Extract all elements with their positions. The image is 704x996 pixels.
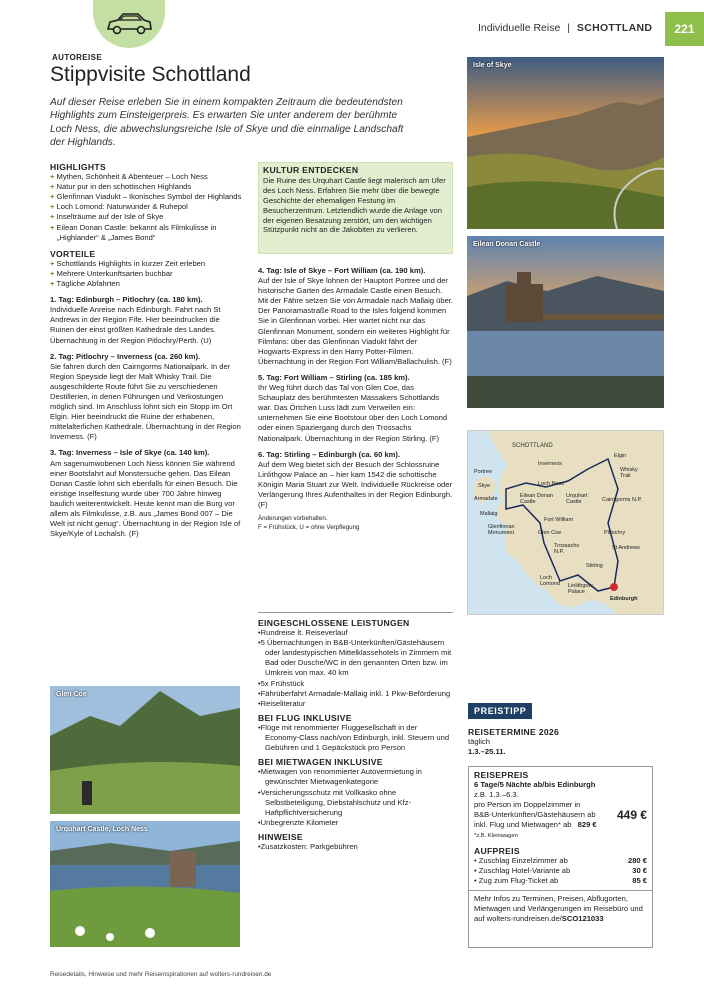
list-item: + Eilean Donan Castle: bekannt als Filmkulisse in „Highlander“ & „James Bond“ bbox=[50, 223, 245, 243]
vorteile-heading: VORTEILE bbox=[50, 248, 96, 259]
castle-image bbox=[467, 236, 664, 408]
day-text: Am sagenumwobenen Loch Ness können Sie während einer Bootsfahrt auf Monstersuche gehen. Das Eilean Donan Castle lohnt sich ebenfalls für einen Besuch. Die einstige Inselfestung wurde über 700 Jahre hinweg baulich weiterentwickelt. Heute kennt man die Burg vor allem als Filmkulisse, z.B. aus „James Bond 007 – Die Welt ist nicht genug“. Übernachtung in der Region Isle of Skye/Kyle of Lochalsh. (F) bbox=[50, 458, 241, 539]
day-5 bbox=[258, 373, 453, 444]
list-item: • Versicherungsschutz mit Vollkasko ohne Selbstbeteiligung, Diebstahlschutz und Kfz-Haftpflichtversicherung bbox=[258, 788, 453, 818]
price-heading: REISEPREIS bbox=[474, 770, 529, 780]
surcharge-label-text: Zuschlag Hotel-Variante ab bbox=[478, 865, 571, 875]
map-place: Cairngorms N.P. bbox=[602, 497, 642, 503]
day-heading: 5. Tag: Fort William – Stirling (ca. 185 km). bbox=[258, 372, 410, 382]
notes-heading: HINWEISE bbox=[258, 831, 303, 842]
list-item: • 5x Frühstück bbox=[258, 679, 453, 689]
photo-caption: Isle of Skye bbox=[473, 62, 512, 69]
map-place: Loch Lomond bbox=[540, 575, 560, 587]
changes-note: Änderungen vorbehalten. bbox=[258, 515, 328, 523]
day-text: Auf der Isle of Skye lohnen der Hauptort Portree und der historische Garten des Armadale Castle einen Besuch. Mit der Fähre setzen Sie von Armadale nach Mallaig über. Der Panoramastraße Road to the Isles folgend kommen Sie in Glenfinnan vorbei. Hier wartet nicht nur das Glenfinnan Monument, sondern ein weiteres Highlight für Filmfans: über das Glenfinnan Viadukt fährt der Hogwarts-Express in den Harry Potter-Filmen. Übernachtung in der Region Fort William/Ballachulish. (F) bbox=[258, 276, 454, 366]
divider bbox=[258, 612, 453, 613]
day-heading: 3. Tag: Inverness – Isle of Skye (ca. 140 km). bbox=[50, 448, 210, 458]
surcharge-price: 30 € bbox=[632, 865, 647, 875]
map-place: Linlithgow Palace bbox=[568, 583, 593, 595]
surcharge-row bbox=[474, 876, 647, 886]
map-place: Trossachs N.P. bbox=[554, 543, 580, 555]
urquhart-image bbox=[50, 821, 240, 947]
car-icon bbox=[104, 11, 154, 37]
photo-eilean-donan bbox=[467, 236, 664, 408]
dates-range: 1.3.–25.11. bbox=[468, 747, 506, 757]
list-item: • 5 Übernachtungen in B&B-Unterkünften/Gästehäusern oder landestypischen Mittelklassehotels in Zimmern mit Bad oder Dusche/WC in den genannten Orten bzw. im Umkreis von max. 40 km bbox=[258, 638, 453, 678]
page-title: Stippvisite Schottland bbox=[50, 63, 251, 86]
day-heading: 6. Tag: Stirling – Edinburgh (ca. 60 km). bbox=[258, 449, 401, 459]
map-place: Loch Ness bbox=[538, 481, 564, 487]
day-6 bbox=[258, 450, 453, 511]
kultur-heading: KULTUR ENTDECKEN bbox=[263, 165, 359, 175]
glencoe-image bbox=[50, 686, 240, 814]
price-label: B&B-Unterkünften/Gästehäusern ab bbox=[474, 810, 596, 820]
car-heading: BEI MIETWAGEN INKLUSIVE bbox=[258, 757, 383, 768]
trip-code: SCO121033 bbox=[561, 914, 604, 924]
photo-caption: Eilean Donan Castle bbox=[473, 241, 541, 248]
preistipp-badge: PREISTIPP bbox=[468, 703, 532, 719]
car-list bbox=[258, 767, 453, 828]
page-number: 221 bbox=[665, 12, 704, 46]
surcharge-label: • Zuschlag Einzelzimmer ab bbox=[474, 855, 568, 865]
map-title: SCHOTTLAND bbox=[512, 443, 553, 449]
route-map bbox=[467, 430, 664, 615]
photo-isle-of-skye bbox=[467, 57, 664, 229]
list-item: + Loch Lomond: Naturwunder & Ruhepol bbox=[50, 202, 245, 212]
list-item: + Inselträume auf der Isle of Skye bbox=[50, 212, 245, 222]
list-item: • Rundreise lt. Reiseverlauf bbox=[258, 628, 453, 638]
kicker: AUTOREISE bbox=[52, 53, 103, 62]
list-item: + Mehrere Unterkunftsarten buchbar bbox=[50, 269, 245, 279]
list-item: + Natur pur in den schottischen Highlands bbox=[50, 182, 245, 192]
highlights-heading: HIGHLIGHTS bbox=[50, 162, 106, 172]
map-place: Pitlochry bbox=[604, 530, 626, 536]
map-place: Whisky Trail bbox=[620, 467, 638, 479]
car-badge bbox=[93, 0, 165, 48]
map-place: Portree bbox=[474, 469, 493, 475]
more-info-text: Mehr Infos zu Terminen, Preisen, Abflugorten, Mietwagen und Verlängerungen im Reisebüro und auf wolters-rundreisen.de/ bbox=[474, 894, 643, 924]
surcharge-heading: AUFPREIS bbox=[474, 845, 520, 856]
day-4 bbox=[258, 266, 453, 367]
photo-glen-coe bbox=[50, 686, 240, 814]
photo-urquhart bbox=[50, 821, 240, 947]
day-text: Auf dem Weg bietet sich der Besuch der Schlossruine Linlithgow Palace an – hier kam 1542 die schottische Königin Maria Stuart zur Welt. Individuelle Rückreise oder Verlängerung Ihres Aufenthaltes in der Region Edinburgh. (F) bbox=[258, 459, 453, 510]
map-place: Glen Coe bbox=[538, 530, 562, 536]
footer-text: Reisedetails, Hinweise und mehr Reiseinspirationen auf wolters-rundreisen.de bbox=[50, 971, 272, 978]
price-flight-label: inkl. Flug und Mietwagen* ab bbox=[474, 820, 572, 830]
list-item: + Mythen, Schönheit & Abenteuer – Loch Ness bbox=[50, 172, 245, 182]
notes bbox=[258, 515, 453, 532]
price-line: pro Person im Doppelzimmer in bbox=[474, 800, 581, 810]
day-heading: 2. Tag: Pitlochry – Inverness (ca. 260 km). bbox=[50, 351, 201, 361]
more-info bbox=[474, 894, 647, 924]
map-place: Fort William bbox=[544, 517, 574, 523]
left-column bbox=[50, 162, 245, 545]
map-place: Mallaig bbox=[480, 511, 498, 517]
flight-heading: BEI FLUG INKLUSIVE bbox=[258, 712, 352, 723]
day-1 bbox=[50, 295, 245, 345]
inclusive-heading: EINGESCHLOSSENE LEISTUNGEN bbox=[258, 618, 410, 628]
price-main: 449 € bbox=[616, 808, 647, 823]
list-item: • Fährüberfahrt Armadale-Mallaig inkl. 1 Pkw-Beförderung bbox=[258, 689, 453, 699]
running-head bbox=[478, 22, 652, 34]
dates-section bbox=[468, 727, 653, 757]
kultur-text: Die Ruine des Urquhart Castle liegt malerisch am Ufer des Loch Ness. Erfahren Sie mehr über die bewegte Geschichte der ehemaligen Festung im Besucherzentrum. Letztendlich wurde die Anlage von der eigenen Besatzung zerstört, um den wichtigen Stützpunkt nicht an die Jakobiten zu verlieren. bbox=[263, 175, 446, 235]
surcharge-label: • Zug zum Flug-Ticket ab bbox=[474, 875, 559, 885]
price-example: z.B. 1.3.–6.3. bbox=[474, 790, 519, 800]
price-box bbox=[468, 766, 653, 948]
notes-list bbox=[258, 842, 453, 852]
list-item: + Schottlands Highlights in kurzer Zeit erleben bbox=[50, 259, 245, 269]
day-text: Individuelle Anreise nach Edinburgh. Fahrt nach St Andrews in der Region Fife. Hier beeindrucken die Ruinen der einst größten Kathedrale des Landes. Übernachtung in der Region Pitlochry/Perth. (U) bbox=[50, 305, 221, 345]
map-place: Stirling bbox=[586, 563, 603, 569]
vorteile-list bbox=[50, 259, 245, 289]
list-item: • Reiseliteratur bbox=[258, 699, 453, 709]
map-place: Urquhart Castle bbox=[566, 493, 588, 505]
lead-paragraph: Auf dieser Reise erleben Sie in einem kompakten Zeitraum die bedeutendsten Highlights zum Einsteigerpreis. Es erwarten Sie unter anderem der berühmte Loch Ness, die abwechslungsreiche Isle of Skye und die einmalige Landschaft der Highlands. bbox=[50, 97, 404, 149]
dates-heading: REISETERMINE 2026 bbox=[468, 727, 560, 737]
map-place: Eilean Donan Castle bbox=[520, 493, 554, 505]
surcharge-row bbox=[474, 856, 647, 866]
price-footnote: *z.B. Kleinwagen bbox=[474, 832, 518, 839]
skye-landscape-image bbox=[467, 57, 664, 229]
dates-line: täglich bbox=[468, 737, 490, 747]
day-3 bbox=[50, 448, 245, 539]
inclusive-section bbox=[258, 618, 453, 852]
price-duration: 6 Tage/5 Nächte ab/bis Edinburgh bbox=[474, 780, 596, 790]
list-item: + Tägliche Abfahrten bbox=[50, 279, 245, 289]
day-text: Ihr Weg führt durch das Tal von Glen Coe, das Schauplatz des berühmtesten Massakers Schottlands war. Das Örtchen Luss lädt zum Verweilen ein: unternehmen Sie eine Bootstour über den Loch Lomond oder einen Spaziergang durch den Trossachs Nationalpark. Übernachtung in der Region Stirling. (F) bbox=[258, 383, 448, 443]
inclusive-list bbox=[258, 628, 453, 709]
map-place: Glenfinnan Monument bbox=[488, 524, 515, 536]
surcharge-label-text: Zug zum Flug-Ticket ab bbox=[478, 875, 559, 885]
list-item: • Unbegrenzte Kilometer bbox=[258, 818, 453, 828]
photo-caption: Urquhart Castle, Loch Ness bbox=[56, 826, 148, 833]
map-place: St Andrews bbox=[612, 545, 640, 551]
highlights-list bbox=[50, 172, 245, 243]
price-main-row bbox=[474, 808, 647, 823]
surcharge-label: • Zuschlag Hotel-Variante ab bbox=[474, 865, 571, 875]
surcharge-price: 280 € bbox=[627, 855, 647, 865]
map-place: Armadale bbox=[474, 496, 498, 502]
map-place: Elgin bbox=[614, 453, 627, 459]
flight-list bbox=[258, 723, 453, 753]
list-item: + Glenfinnan Viadukt – Ikonisches Symbol der Highlands bbox=[50, 192, 245, 202]
list-item: • Flüge mit renommierter Fluggesellschaft in der Economy-Class nach/von Edinburgh, inkl. Steuern und Gebühren und 1 Gepäckstück pro Person bbox=[258, 723, 453, 753]
list-item: • Mietwagen von renommierter Autovermietung in gewünschter Mietwagenkategorie bbox=[258, 767, 453, 787]
list-item: • Zusatzkosten: Parkgebühren bbox=[258, 842, 453, 852]
map-place: Skye bbox=[478, 483, 491, 489]
map-place: Edinburgh bbox=[610, 596, 638, 602]
surcharge-row bbox=[474, 866, 647, 876]
map-place: Inverness bbox=[538, 461, 562, 467]
day-2 bbox=[50, 352, 245, 443]
day-heading: 1. Tag: Edinburgh – Pitlochry (ca. 180 km). bbox=[50, 295, 203, 305]
legend-note: F = Frühstück, U = ohne Verpflegung bbox=[258, 523, 360, 531]
middle-column bbox=[258, 266, 453, 532]
surcharge-price: 85 € bbox=[632, 875, 647, 885]
running-head-section: Individuelle Reise bbox=[478, 22, 561, 34]
kultur-box bbox=[258, 162, 453, 254]
day-text: Sie fahren durch den Cairngorms Nationalpark. In der Region Speyside liegt der Malt Whisky Trail. Die ausgeschilderte Route führt Sie zu verschiedenen Destillerien, in denen Führungen und Verkostungen möglich sind. Im Anschluss lohnt sich ein Stopp im Ort Elgin. Hier beeindruckt die Ruine der erhabenen, mittelalterlichen Kathedrale. Übernachtung in der Region Inverness. (F) bbox=[50, 361, 241, 442]
price-flight: 829 € bbox=[577, 820, 597, 830]
photo-caption: Glen Coe bbox=[56, 691, 87, 698]
surcharge-label-text: Zuschlag Einzelzimmer ab bbox=[478, 855, 568, 865]
scotland-map-image bbox=[468, 431, 664, 615]
running-head-country: SCHOTTLAND bbox=[576, 22, 653, 34]
running-head-separator: | bbox=[567, 22, 570, 34]
day-heading: 4. Tag: Isle of Skye – Fort William (ca. 190 km). bbox=[258, 266, 426, 275]
